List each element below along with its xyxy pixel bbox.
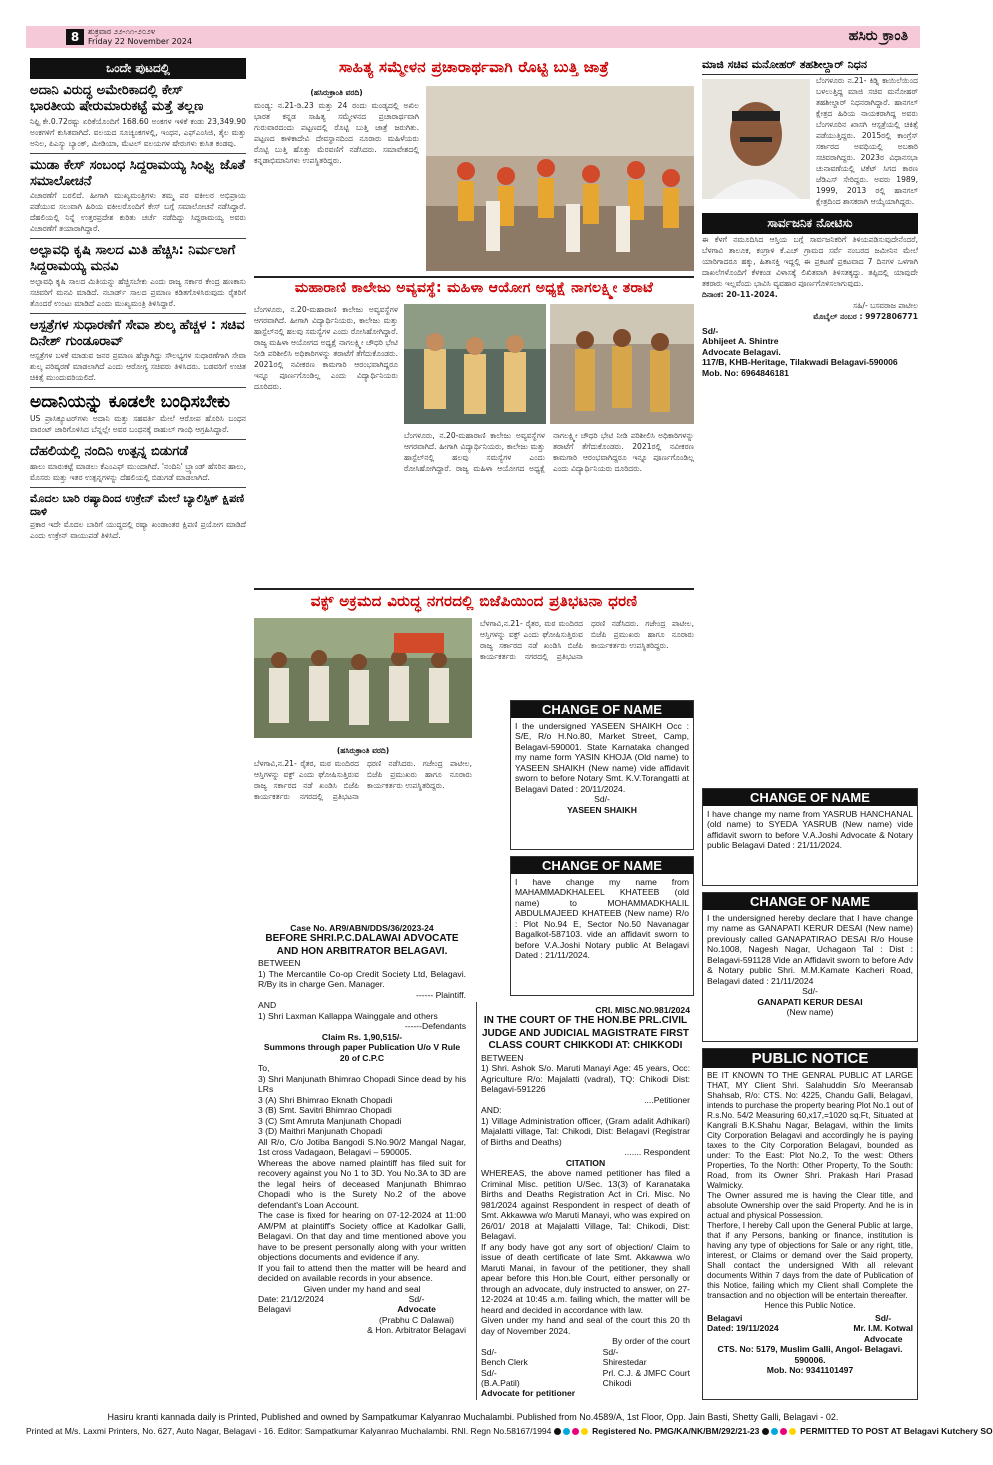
registration-dots: [554, 1426, 590, 1436]
headline-nandini: ದೆಹಲಿಯಲ್ಲಿ ನಂದಿನಿ ಉತ್ಪನ್ನ ಬಿಡುಗಡೆ: [30, 444, 189, 460]
headline-farm-loan: ಅಲ್ಪಾವಧಿ ಕೃಷಿ ಸಾಲದ ಮಿತಿ ಹೆಚ್ಚಿಸಿ: ನಿರ್ಮಲಾಗೆ ಸಿದ್ದರಾಮಯ್ಯ ಮನವಿ: [30, 243, 236, 275]
college-photo-left: [404, 304, 546, 424]
subheadline-market: ಭಾರತೀಯ ಷೇರುಮಾರುಕಟ್ಟೆ ಮತ್ತೆ ತಲ್ಲಣ: [30, 99, 204, 115]
headline-waqf-protest: ವಕ್ಫ್ ಅಕ್ರಮದ ವಿರುದ್ಧ ನಗರದಲ್ಲಿ ಬಿಜೆಪಿಯಿಂದ ಪ್ರತಿಭಟನಾ ಧರಣಿ: [310, 592, 638, 610]
article-text: ಅಲ್ಪಾವಧಿ ಕೃಷಿ ಸಾಲದ ಮಿತಿಯನ್ನು ಹೆಚ್ಚಿಸಬೇಕು ಎಂದು ರಾಜ್ಯ ಸರ್ಕಾರ ಕೇಂದ್ರ ಹಣಕಾಸು ಸಚಿವರಿಗೆ ಮನವಿ ಮಾಡಿದೆ. ನಬಾರ್ಡ್ ಸಾಲದ ಪ್ರಮಾಣ ಕಡಿತಗೊಳಿಸಿರುವುದು ರೈತರಿಗೆ ತೊಂದರೆ ಉಂಟು ಮಾಡಿದೆ ಎಂದು ಮುಖ್ಯಮಂತ್ರಿ ತಿಳಿಸಿದ್ದಾರೆ.: [30, 276, 246, 308]
headline-rotti-jatre: ಸಾಹಿತ್ಯ ಸಮ್ಮೇಳನ ಪ್ರಚಾರಾರ್ಥವಾಗಿ ರೊಟ್ಟಿ ಬುತ್ತಿ ಜಾತ್ರೆ: [339, 58, 609, 76]
byline: (ಹಸಿರುಕ್ರಾಂತಿ ವರದಿ): [336, 746, 390, 755]
notice-body: I have change my name from YASRUB HANCHANAL (old name) to SYEDA YASRUB (New name) vide affidavit sworn to before V.A.Joshi Advocate & Notary public Belagavi Dated : 21/11/2024.: [707, 809, 913, 851]
notice-heading: CHANGE OF NAME: [511, 701, 693, 718]
article-text: ಪ್ರಕಾರ ಇದೇ ಮೊದಲ ಬಾರಿಗೆ ಯುದ್ಧದಲ್ಲಿ ರಷ್ಯಾ ಖಂಡಾಂತರ ಕ್ಷಿಪಣಿ ಪ್ರಯೋಗ ಮಾಡಿದೆ ಎಂದು ಉಕ್ರೇನ್ ವಾಯುಪಡೆ ತಿಳಿಸಿದೆ.: [30, 520, 246, 540]
footer-publisher-line: Hasiru kranti kannada daily is Printed, Published and owned by Sampatkumar Kalyanrao Muchalambi. Published from No.4589/A, 1st Floor, Opp. Jain Basti, Shetty Galli, Belagavi - 02.: [107, 1412, 839, 1422]
footer-printer-line: Printed at M/s. Laxmi Printers, No. 627, Auto Nagar, Belagavi - 16. Editor: Sampatkumar Kalyanrao Muchalambi. RNI. Regn No.58167/1994 Registered No. PMG/KA/NK/BM/292/21-23 PERMITTED TO POST AT Belagavi Kutchery SO: [26, 1426, 993, 1436]
newspaper-page: [26, 26, 993, 1441]
section-label: ಒಂದೇ ಪುಟದಲ್ಲಿ: [30, 58, 246, 79]
date-kannada: ಶುಕ್ರವಾರ ೨೨-೧೧-೨೦೨೪: [88, 27, 156, 36]
notice-heading: PUBLIC NOTICE: [703, 1049, 917, 1068]
right-column: ಮಾಜಿ ಸಚಿವ ಮನೋಹರ್ ತಹಶೀಲ್ದಾರ್ ನಿಧನ ಬೆಂಗಳೂರು ನ.21- ಕಿಡ್ನಿ ಕಾಯಿಲೆಯಿಂದ ಬಳಲುತ್ತಿದ್ದ ಮಾಜಿ ಸಚಿವ ಮನೋಹರ್ ತಹಶೀಲ್ದಾರ್ ನಿಧನರಾಗಿದ್ದಾರೆ. ಹಾನಗಲ್ ಕ್ಷೇತ್ರದ ಹಿರಿಯ ನಾಯಕರಾಗಿದ್ದ ಅವರು ಬೆಂಗಳೂರಿನ ಖಾಸಗಿ ಆಸ್ಪತ್ರೆಯಲ್ಲಿ ಚಿಕಿತ್ಸೆ ಪಡೆಯುತ್ತಿದ್ದರು. 2015ರಲ್ಲಿ ಕಾಂಗ್ರೆಸ್ ಸರ್ಕಾರದ ಅವಧಿಯಲ್ಲಿ ಅಬಕಾರಿ ಸಚಿವರಾಗಿದ್ದರು. 2023ರ ವಿಧಾನಸಭಾ ಚುನಾವಣೆಯಲ್ಲಿ ಟಿಕೆಟ್ ಸಿಗದ ಕಾರಣ ಜೆಡಿಎಸ್ ಸೇರಿದ್ದರು. ಅವರು 1989, 1999, 2013 ರಲ್ಲಿ ಹಾನಗಲ್ ಕ್ಷೇತ್ರದಿಂದ ಶಾಸಕರಾಗಿ ಆಯ್ಕೆಯಾಗಿದ್ದರು. ಸಾರ್ವಜನಿಕ ನೋಟಿಸು ಈ ಕೆಳಗೆ ನಮೂದಿಸಿದ ಆಸ್ತಿಯ ಬಗ್ಗೆ ಸಾರ್ವಜನಿಕರಿಗೆ ತಿಳಿಯಪಡಿಸುವುದೇನೆಂದರೆ, ಬೆಳಗಾವಿ ತಾಲೂಕ, ಕಂಗ್ರಾಳಿ ಕೆ.ಎಚ್ ಗ್ರಾಮದ ಸರ್ವೆ ನಂಬರದ ಜಮೀನಿನ ಮೇಲೆ ಯಾರಿಗಾದರೂ ಹಕ್ಕು, ಹಿತಾಸಕ್ತಿ ಇದ್ದಲ್ಲಿ ಈ ಪ್ರಕಟಣೆ ಪ್ರಕಟವಾದ 7 ದಿನಗಳ ಒಳಗಾಗಿ ದಾಖಲೆಗಳೊಂದಿಗೆ ಕೆಳಕಂಡ ವಿಳಾಸಕ್ಕೆ ಲಿಖಿತವಾಗಿ ತಿಳಿಸತಕ್ಕದ್ದು. ತಪ್ಪಿದಲ್ಲಿ ಯಾವುದೇ ತಕರಾರು ಇಲ್ಲವೆಂದು ಭಾವಿಸಿ ವ್ಯವಹಾರ ಪೂರ್ಣಗೊಳಿಸಲಾಗುವುದು. ದಿನಾಂಕ: 20-11-2024. ಸಹಿ/- ಬಸವರಾಜ ಪಾಟೀಲ ಮೊಬೈಲ್ ನಂಬರ : 9972806771 Sd/- Abhijeet A. Shintre Advocate Belagavi. 117/B, KHB-Heritage, Tilakwadi Belagavi-590006 Mob. No: 6964846181: [702, 58, 918, 378]
notice-body: I have change my name from MAHAMMADKHALEEL KHATEEB (old name) to MOHAMMADKHALIL ABDULMAJEED KHATEEB (New name) R/o : Plot No.94 E, Sector No.50 Navanagar Bagalkot-587103. vide an affidavit sworn to before V.A.Joshi Notary public At Belagavi Dated : 21/11/2024.: [515, 877, 689, 961]
notice-body: ಈ ಕೆಳಗೆ ನಮೂದಿಸಿದ ಆಸ್ತಿಯ ಬಗ್ಗೆ ಸಾರ್ವಜನಿಕರಿಗೆ ತಿಳಿಯಪಡಿಸುವುದೇನೆಂದರೆ, ಬೆಳಗಾವಿ ತಾಲೂಕ, ಕಂಗ್ರಾಳಿ ಕೆ.ಎಚ್ ಗ್ರಾಮದ ಸರ್ವೆ ನಂಬರದ ಜಮೀನಿನ ಮೇಲೆ ಯಾರಿಗಾದರೂ ಹಕ್ಕು, ಹಿತಾಸಕ್ತಿ ಇದ್ದಲ್ಲಿ ಈ ಪ್ರಕಟಣೆ ಪ್ರಕಟವಾದ 7 ದಿನಗಳ ಒಳಗಾಗಿ ದಾಖಲೆಗಳೊಂದಿಗೆ ಕೆಳಕಂಡ ವಿಳಾಸಕ್ಕೆ ಲಿಖಿತವಾಗಿ ತಿಳಿಸತಕ್ಕದ್ದು. ತಪ್ಪಿದಲ್ಲಿ ಯಾವುದೇ ತಕರಾರು ಇಲ್ಲವೆಂದು ಭಾವಿಸಿ ವ್ಯವಹಾರ ಪೂರ್ಣಗೊಳಿಸಲಾಗುವುದು.: [702, 234, 918, 288]
headline-russia-missile: ಮೊದಲ ಬಾರಿ ರಷ್ಯಾದಿಂದ ಉಕ್ರೇನ್ ಮೇಲೆ ಬ್ಯಾಲಿಸ್ಟಿಕ್ ಕ್ಷಿಪಣಿ ದಾಳಿ: [30, 491, 245, 519]
article-text: ಹಾಲು ಮಾರುಕಟ್ಟೆ ಮಾಡಲು ಕೆಎಂಎಫ್ ಮುಂದಾಗಿದೆ. 'ನಂದಿನಿ' ಬ್ರ್ಯಾಂಡ್ ಹೆಸರಿನ ಹಾಲು, ಮೊಸರು ಮತ್ತು ಇತರ ಉತ್ಪನ್ನಗಳನ್ನು ದೆಹಲಿಯಲ್ಲಿ ಬಿಡುಗಡೆ ಮಾಡಲಾಗಿದೆ.: [30, 461, 246, 482]
headline-tahashildar: ಮಾಜಿ ಸಚಿವ ಮನೋಹರ್ ತಹಶೀಲ್ದಾರ್ ನಿಧನ: [702, 58, 918, 75]
notice-change-of-name-syeda: [702, 788, 918, 886]
portrait-photo: [702, 79, 810, 199]
notice-public: PUBLIC NOTICE BE IT KNOWN TO THE GENRAL PUBLIC AT LARGE THAT, MY Client Shri. Salahuddin S/o Meeransab Shahsab, R/o: CTS. No: 4225, Chandu Galli, Belagavi, intends to purchase the property bearing Plot No.1 out of R.s.No. 54/2 Measuring 60,x17,=1020 sq.Ft, Situated at Kangrali B.K.Shahu Nagar, Belagavi, within the limits City Corporation Belagavi and accordingly he is paying taxes to the City Corporation Belagavi, bounded as under: To the East: Plot No.2, To the west: Others Properties, To the North: Other Property, To the South: Road, from its Owner Shri. Prakash Hari Prasad Walmicky. The Owner assured me is having the Clear title, and absolute Ownership over the said Property. And he is in actual and physical Possession. Therfore, I hereby Call upon the General Public at large, that if any Persons, banking or finance, institution is having any type of objections for Sale or any right, title, interest, or Claims or demand over the Said property, Shall contact the undersigned With all relevant documents Within 7 days from the date of Publication of this Notice, failing which my Client shall Complete the transaction and no objection will be entertain thereafter. Hence this Public Notice. Belagavi Dated: 19/11/2024 Sd/- Mr. I.M. Kotwal Advocate CTS. No: 5179, Muslim Galli, Angol- Belagavi. 590006. Mob. No: 9341101497: [702, 1048, 918, 1400]
article-text: ನಿಫ್ಟಿ ಕೇ.0.72ರಷ್ಟು ಏರಿಕೆಯೊಂದಿಗೆ 168.60 ಅಂಕಗಳ ಇಳಿಕೆ ಕಂಡು 23,349.90 ಅಂಕಗಳಿಗೆ ಕುಸಿತವಾಗಿದೆ. ವಲಯದ ಸೂಚ್ಯಂಕಗಳಲ್ಲಿ, ಇಂಧನ, ಎಫ್‌ಎಂಸಿಜಿ, ತೈಲ ಮತ್ತು ಅನಿಲ, ಪಿಎಸ್ಯು ಬ್ಯಾಂಕ್, ಮೀಡಿಯಾ, ಮೆಟಲ್ ವಲಯಗಳ ಷೇರುಗಳು ಕುಸಿತ ಕಂಡವು.: [30, 116, 246, 148]
procession-photo: [426, 86, 694, 271]
notice-change-of-name-yaseen: CHANGE OF NAME I the undersigned YASEEN SHAIKH Occ : S/E, R/o H.No.80, Market Street, Camp, Belagavi-590001. State Karnataka changed my name form YASIN KHOJA (Old name) to YASEEN SHAIKH (New name) vide affidavit sworn to before Notary Smt. K.V.Torangatti at Belagavi Dated : 20/11/2024. Sd/- YASEEN SHAIKH: [510, 700, 694, 850]
notice-arbitration-case: Case No. AR9/ABN/DDS/36/2023-24 BEFORE SHRI.P.C.DALAWAI ADVOCATE AND HON ARBITRATOR BELAGAVI. BETWEEN 1) The Mercantile Co-op Credit Society Ltd, Belagavi. R/By its in charge Gen. Manager. ------ Plaintiff. AND 1) Shri Laxman Kallappa Wainggale and others ------Defendants Claim Rs. 1,90,515/- Summons through paper Publication U/o V Rule 20 of C.P.C To, 3) Shri Manjunath Bhimrao Chopadi Since dead by his LRs 3 (A) Shri Bhimrao Eknath Chopadi 3 (B) Smt. Savitri Bhimrao Chopadi 3 (C) Smt Amruta Manjunath Chopadi 3 (D) Maithri Manjunath Chopadi All R/o, C/o Jotiba Bangodi S.No.90/2 Mangal Nagar, 1st cross Vadagaon, Belagavi – 590005. Whereas the above named plaintiff has filed suit for recovery against you No 1 to 3D. You No.3A to 3D are the legal heirs of deceased Manjunath Bhimrao Chopadi who is the Surety No.2 of the above defendant's Loan Account. The case is fixed for hearing on 07-12-2024 at 11:00 AM/PM at plaintiff's Society office at Kadolkar Galli, Belagavi. On that day and time mentioned above you have to be present personally along with your written objections documents and evidence if any. If you fail to attend then the matter will be heard and decided on available records in your absence. Given under my hand and seal Date: 21/12/2024 Belagavi Sd/- Advocate (Prabhu C Dalawai) & Hon. Arbitrator Belagavi: [254, 920, 470, 1400]
article-text: ಮಂಡ್ಯ: ನ.21-ಡಿ.23 ಮತ್ತು 24 ರಂದು ಮಂಡ್ಯದಲ್ಲಿ ಅಖಿಲ ಭಾರತ ಕನ್ನಡ ಸಾಹಿತ್ಯ ಸಮ್ಮೇಳನದ ಪ್ರಚಾರಾರ್ಥವಾಗಿ ಗುರುವಾರದಂದು ಪಟ್ಟಣದಲ್ಲಿ ರೊಟ್ಟಿ ಬುತ್ತಿ ಜಾತ್ರೆ ಜರುಗಿತು. ಪಟ್ಟಣದ ಕಾಳಿಕಾದೇವಿ ದೇವಸ್ಥಾನದಿಂದ ನೂರಾರು ಮಹಿಳೆಯರು ರೊಟ್ಟಿ ಬುತ್ತಿ ಹೊತ್ತು ಮೆರವಣಿಗೆ ನಡೆಸಿದರು. ಸಮಾವೇಶದಲ್ಲಿ ಕನ್ನಡಾಭಿಮಾನಿಗಳು ಉಪಸ್ಥಿತರಿದ್ದರು.: [254, 101, 419, 165]
headline-maharani-college: ಮಹಾರಾಣಿ ಕಾಲೇಜು ಅವ್ಯವಸ್ಥೆ: ಮಹಿಳಾ ಆಯೋಗ ಅಧ್ಯಕ್ಷೆ ನಾಗಲಕ್ಷ್ಮೀ ತರಾಟೆ: [294, 280, 654, 296]
byline: (ಹಸಿರುಕ್ರಾಂತಿ ವರದಿ): [310, 88, 363, 97]
notice-heading: CHANGE OF NAME: [703, 893, 917, 910]
protest-photo: [254, 618, 472, 738]
article-text: ಬೆಳಗಾವಿ,ನ.21- ರೈತರ, ಮಠ ಮಂದಿರದ ಆಸ್ತಿಗಳನ್ನು ವಕ್ಫ್ ಎಂದು ಘೋಷಿಸುತ್ತಿರುವ ರಾಜ್ಯ ಸರ್ಕಾರದ ನಡೆ ಖಂಡಿಸಿ ಬಿಜೆಪಿ ಕಾರ್ಯಕರ್ತರು ನಗರದಲ್ಲಿ ಪ್ರತಿಭಟನಾ ಧರಣಿ ನಡೆಸಿದರು. ಗಜೇಂದ್ರ ಪಾಟೀಲ, ಬಿಜೆಪಿ ಪ್ರಮುಖರು ಹಾಗೂ ನೂರಾರು ಕಾರ್ಯಕರ್ತರು ಉಪಸ್ಥಿತರಿದ್ದರು.: [254, 759, 472, 801]
notice-change-of-name-ganapati: CHANGE OF NAME I the undersigned hereby declare that I have change my name as GANAPATI KERUR DESAI (New name) previously called GANAPATIRAO DESAI R/o House No.1008, Nagesh Nagar, Uchagaon Tal : Dist : Belagavi-591128 Vide an Affidavit sworn to before Adv & Notary public Shri. M.M.Kamate Kacheri Road, Belagavi dated : 21/11/2024 Sd/- GANAPATI KERUR DESAI (New name): [702, 892, 918, 1042]
article-text: ಬೆಂಗಳೂರು ನ.21- ಕಿಡ್ನಿ ಕಾಯಿಲೆಯಿಂದ ಬಳಲುತ್ತಿದ್ದ ಮಾಜಿ ಸಚಿವ ಮನೋಹರ್ ತಹಶೀಲ್ದಾರ್ ನಿಧನರಾಗಿದ್ದಾರೆ. ಹಾನಗಲ್ ಕ್ಷೇತ್ರದ ಹಿರಿಯ ನಾಯಕರಾಗಿದ್ದ ಅವರು ಬೆಂಗಳೂರಿನ ಖಾಸಗಿ ಆಸ್ಪತ್ರೆಯಲ್ಲಿ ಚಿಕಿತ್ಸೆ ಪಡೆಯುತ್ತಿದ್ದರು. 2015ರಲ್ಲಿ ಕಾಂಗ್ರೆಸ್ ಸರ್ಕಾರದ ಅವಧಿಯಲ್ಲಿ ಅಬಕಾರಿ ಸಚಿವರಾಗಿದ್ದರು. 2023ರ ವಿಧಾನಸಭಾ ಚುನಾವಣೆಯಲ್ಲಿ ಟಿಕೆಟ್ ಸಿಗದ ಕಾರಣ ಜೆಡಿಎಸ್ ಸೇರಿದ್ದರು. ಅವರು 1989, 1999, 2013 ರಲ್ಲಿ ಹಾನಗಲ್ ಕ್ಷೇತ್ರದಿಂದ ಶಾಸಕರಾಗಿ ಆಯ್ಕೆಯಾಗಿದ್ದರು.: [816, 75, 918, 206]
headline-hospital-fee: ಆಸ್ಪತ್ರೆಗಳ ಸುಧಾರಣೆಗೆ ಸೇವಾ ಶುಲ್ಕ ಹೆಚ್ಚಳ : ಸಚಿವ ದಿನೇಶ್ ಗುಂಡೂರಾವ್: [30, 317, 245, 349]
date-english: Friday 22 November 2024: [88, 37, 193, 46]
article-text: ಬೆಂಗಳೂರು, ನ.20-ಮಹಾರಾಣಿ ಕಾಲೇಜು ಅವ್ಯವಸ್ಥೆಗಳ ಆಗರವಾಗಿದೆ. ಹೀಗಾಗಿ ವಿದ್ಯಾರ್ಥಿನಿಯರು, ಕಾಲೇಜು ಮತ್ತು ಹಾಸ್ಟೆಲ್‌ನಲ್ಲಿ ಹಲವು ಸಮಸ್ಯೆಗಳ ಎಂದು ರೋಸಿಹೋಗಿದ್ದಾರೆ. ರಾಜ್ಯ ಮಹಿಳಾ ಆಯೋಗದ ಅಧ್ಯಕ್ಷೆ ನಾಗಲಕ್ಷ್ಮೀ ಚೌಧರಿ ಭೇಟಿ ನೀಡಿ ಪರಿಶೀಲಿಸಿ ಅಧಿಕಾರಿಗಳನ್ನು ತರಾಟೆಗೆ ತೆಗೆದುಕೊಂಡರು. 2021ರಲ್ಲಿ ನವೀಕರಣ ಕಾಮಗಾರಿ ಆರಂಭವಾಗಿದ್ದರೂ ಇನ್ನೂ ಪೂರ್ಣಗೊಂಡಿಲ್ಲ ಎಂದು ವಿದ್ಯಾರ್ಥಿನಿಯರು ದೂರಿದರು.: [254, 305, 398, 391]
page-header: [26, 26, 920, 48]
notice-heading: CHANGE OF NAME: [703, 789, 917, 806]
headline-adani-case: ಅದಾನಿ ವಿರುದ್ಧ ಅಮೇರಿಕಾದಲ್ಲಿ ಕೇಸ್: [30, 83, 184, 98]
article-text: ವಿಚಾರಣೆಗೆ ಬರಲಿದೆ. ಹೀಗಾಗಿ ಮುಖ್ಯಮಂತ್ರಿಗಳು ತಮ್ಮ ಪರ ವಕೀಲರ ಅಭಿಪ್ರಾಯ ಪಡೆಯುವ ಸಲುವಾಗಿ ಹಿರಿಯ ವಕೀಲರೊಂದಿಗೆ ಕೇಸ್ ಬಗ್ಗೆ ಸಮಾಲೋಚನೆ ನಡೆಸಿದ್ದಾರೆ. ದೆಹಲಿಯಲ್ಲಿ ನಿನ್ನೆ ಉತ್ತರಪ್ರದೇಶ ಕುರಿತು ಚರ್ಚೆ ನಡೆದಿದ್ದು ಸಿದ್ದರಾಮಯ್ಯ ಅವರು ವಿಚಾರಣೆಗೆ ತಯಾರಾಗಿದ್ದಾರೆ.: [30, 191, 246, 233]
page-number: 8: [66, 29, 84, 45]
public-notice-kannada-heading: ಸಾರ್ವಜನಿಕ ನೋಟಿಸು: [702, 213, 918, 234]
notice-body: I the undersigned YASEEN SHAIKH Occ : S/E, R/o H.No.80, Market Street, Camp, Belagavi-590001. State Karnataka changed my name form YASIN KHOJA (Old name) to YASEEN SHAIKH (New name) vide affidavit sworn to before Notary Smt. K.V.Torangatti at Belagavi Dated : 20/11/2024.: [515, 721, 689, 794]
article-text: ಬೆಳಗಾವಿ,ನ.21- ರೈತರ, ಮಠ ಮಂದಿರದ ಆಸ್ತಿಗಳನ್ನು ವಕ್ಫ್ ಎಂದು ಘೋಷಿಸುತ್ತಿರುವ ರಾಜ್ಯ ಸರ್ಕಾರದ ನಡೆ ಖಂಡಿಸಿ ಬಿಜೆಪಿ ಕಾರ್ಯಕರ್ತರು ನಗರದಲ್ಲಿ ಪ್ರತಿಭಟನಾ ಧರಣಿ ನಡೆಸಿದರು. ಗಜೇಂದ್ರ ಪಾಟೀಲ, ಬಿಜೆಪಿ ಪ್ರಮುಖರು ಹಾಗೂ ನೂರಾರು ಕಾರ್ಯಕರ್ತರು ಉಪಸ್ಥಿತರಿದ್ದರು.: [480, 619, 694, 661]
notice-court-citation: CRI. MISC.NO.981/2024 IN THE COURT OF THE HON.BE PRL.CIVIL JUDGE AND JUDICIAL MAGISTRATE FIRST CLASS COURT CHIKKODI AT: CHIKKODI BETWEEN 1) Shri. Ashok S/o. Maruti Manayi Age: 45 years, Occ: Agriculture R/o: Majalatti (vadral), TQ: Chikodi Dist: Belagavi-591226 ....Petitioner AND: 1) Village Administration officer, (Gram adalit Adhikari) Majalatti village, Tal: Chikodi, Dist: Belagavi (Registrar of Births and Deaths) ....... Respondent CITATION WHEREAS, the above named petitioner has filed a Criminal Misc. petition U/Sec. 13(3) of Karanataka Births and Deaths Registration Act in Cri. Misc. No 981/2024 against Respondent in respect of death of Smt. Akkawwa w/o Maruti Manayi, who was expired on 26/01/ 2018 at Majalatti Village, Tal: Chikodi, Dist: Belagavi. If any body have got any sort of objection/ Claim to issue of death certificate of late Smt. Akkawwa w/o Maruti Manai, in favour of the petitioner, they shall apear before this Hon.ble Court, either personally or through an advocate, duly instructed to answer, on 27-12-2024 at 10:45 a.m. failing which, the matter will be heard and decided in accordance with law. Given under my hand and seal of the court this 20 th day of November 2024. By order of the court Sd/- Bench Clerk Sd/- (B.A.Patil) Advocate for petitioner Sd/- Shirestedar Prl. C.J. & JMFC Court Chikodi: [476, 1002, 694, 1400]
masthead: ಹಸಿರು ಕ್ರಾಂತಿ: [848, 28, 908, 44]
headline-muda: ಮುಡಾ ಕೇಸ್ ಸಂಬಂಧ ಸಿದ್ದರಾಮಯ್ಯ ಸಿಂಘ್ವಿ ಜೊತೆ ಸಮಾಲೋಚನೆ: [30, 157, 246, 189]
left-column: [30, 58, 246, 541]
headline-arrest-adani: ಅದಾನಿಯನ್ನು ಕೂಡಲೇ ಬಂಧಿಸಬೇಕು: [30, 392, 231, 412]
notice-body: I the undersigned hereby declare that I have change my name as GANAPATI KERUR DESAI (New name) previously called GANAPATIRAO DESAI R/o House No.1008, Nagesh Nagar, Uchagaon Tal : Dist : Belagavi-591128 Vide an Affidavit sworn to before Adv & Notary public Shri. M.M.Kamate Kacheri Road, Belagavi dated : 21/11/2024: [707, 913, 913, 986]
notice-heading: CHANGE OF NAME: [511, 857, 693, 874]
college-photo-right: [550, 304, 694, 424]
article-text: US ಪ್ರಾಸಿಕ್ಯೂಟರ್‌ಗಳು ಅದಾನಿ ಮತ್ತು ಸಹವರ್ತಿ ಮೇಲೆ ಆರೋಪ ಹೊರಿಸಿ ಬಂಧನ ವಾರಂಟ್ ಜಾರಿಗೊಳಿಸಿದ ಬೆನ್ನಲ್ಲೇ ಅವರ ಬಂಧನಕ್ಕೆ ರಾಹುಲ್ ಗಾಂಧಿ ಆಗ್ರಹಿಸಿದ್ದಾರೆ.: [30, 414, 246, 435]
article-text: ಆಸ್ಪತ್ರೆಗಳ ಬಳಕೆ ಮಾಡುವ ಜನರ ಪ್ರಮಾಣ ಹೆಚ್ಚಾಗಿದ್ದು ಸೌಲಭ್ಯಗಳ ಸುಧಾರಣೆಗಾಗಿ ಸೇವಾ ಶುಲ್ಕ ಪರಿಷ್ಕರಣೆ ಮಾಡಲಾಗಿದೆ ಎಂದು ಆರೋಗ್ಯ ಸಚಿವರು ತಿಳಿಸಿದರು. ಬಡವರಿಗೆ ಉಚಿತ ಚಿಕಿತ್ಸೆ ಮುಂದುವರಿಯಲಿದೆ.: [30, 351, 246, 382]
article-text: ಬೆಂಗಳೂರು, ನ.20-ಮಹಾರಾಣಿ ಕಾಲೇಜು ಅವ್ಯವಸ್ಥೆಗಳ ಆಗರವಾಗಿದೆ. ಹೀಗಾಗಿ ವಿದ್ಯಾರ್ಥಿನಿಯರು, ಕಾಲೇಜು ಮತ್ತು ಹಾಸ್ಟೆಲ್‌ನಲ್ಲಿ ಹಲವು ಸಮಸ್ಯೆಗಳ ಎಂದು ರೋಸಿಹೋಗಿದ್ದಾರೆ. ರಾಜ್ಯ ಮಹಿಳಾ ಆಯೋಗದ ಅಧ್ಯಕ್ಷೆ ನಾಗಲಕ್ಷ್ಮೀ ಚೌಧರಿ ಭೇಟಿ ನೀಡಿ ಪರಿಶೀಲಿಸಿ ಅಧಿಕಾರಿಗಳನ್ನು ತರಾಟೆಗೆ ತೆಗೆದುಕೊಂಡರು. 2021ರಲ್ಲಿ ನವೀಕರಣ ಕಾಮಗಾರಿ ಆರಂಭವಾಗಿದ್ದರೂ ಇನ್ನೂ ಪೂರ್ಣಗೊಂಡಿಲ್ಲ ಎಂದು ವಿದ್ಯಾರ್ಥಿನಿಯರು ದೂರಿದರು.: [404, 431, 694, 473]
notice-change-of-name-mahammad: [510, 856, 694, 996]
